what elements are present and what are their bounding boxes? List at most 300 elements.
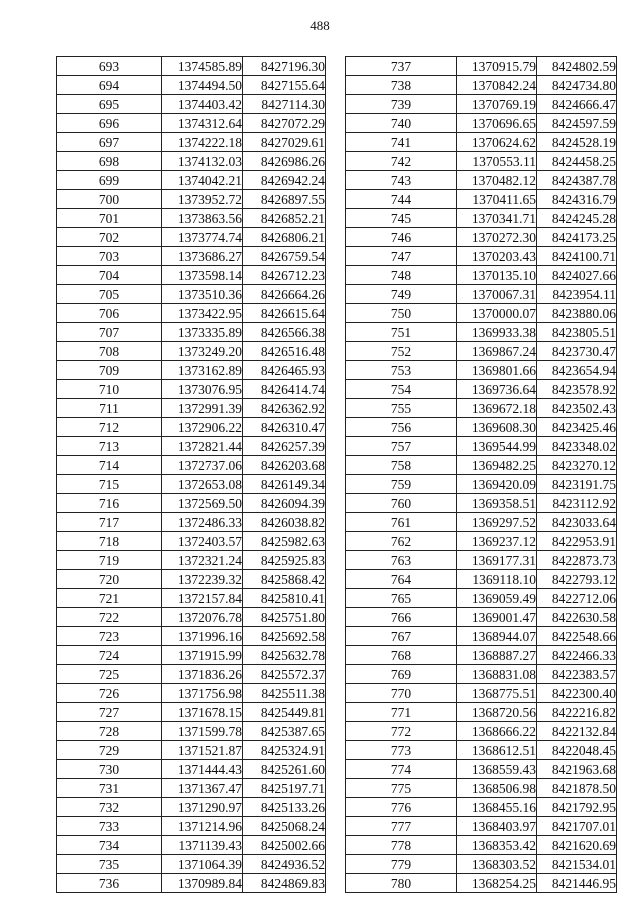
table-row	[346, 342, 617, 361]
point-number-cell: 763	[346, 551, 457, 570]
y-coordinate-cell: 8425324.91	[243, 741, 326, 760]
point-number-cell: 766	[346, 608, 457, 627]
y-coordinate-cell: 8426806.21	[243, 228, 326, 247]
point-number-cell: 729	[57, 741, 162, 760]
x-coordinate-cell: 1371915.99	[162, 646, 243, 665]
y-coordinate-cell: 8426712.23	[243, 266, 326, 285]
table-row	[57, 798, 326, 817]
x-coordinate-cell: 1371214.96	[162, 817, 243, 836]
x-coordinate-cell: 1369177.31	[457, 551, 537, 570]
table-row	[346, 532, 617, 551]
point-number-cell: 695	[57, 95, 162, 114]
table-row	[346, 798, 617, 817]
table-row	[346, 57, 617, 76]
point-number-cell: 740	[346, 114, 457, 133]
y-coordinate-cell: 8426362.92	[243, 399, 326, 418]
x-coordinate-cell: 1370624.62	[457, 133, 537, 152]
y-coordinate-cell: 8422712.06	[537, 589, 617, 608]
table-row	[346, 874, 617, 893]
y-coordinate-cell: 8425449.81	[243, 703, 326, 722]
x-coordinate-cell: 1373422.95	[162, 304, 243, 323]
x-coordinate-cell: 1369118.10	[457, 570, 537, 589]
y-coordinate-cell: 8424734.80	[537, 76, 617, 95]
y-coordinate-cell: 8422216.82	[537, 703, 617, 722]
table-row	[346, 437, 617, 456]
table-row	[57, 95, 326, 114]
point-number-cell: 712	[57, 418, 162, 437]
x-coordinate-cell: 1369608.30	[457, 418, 537, 437]
point-number-cell: 753	[346, 361, 457, 380]
point-number-cell: 706	[57, 304, 162, 323]
y-coordinate-cell: 8423191.75	[537, 475, 617, 494]
x-coordinate-cell: 1371996.16	[162, 627, 243, 646]
y-coordinate-cell: 8421620.69	[537, 836, 617, 855]
y-coordinate-cell: 8425261.60	[243, 760, 326, 779]
x-coordinate-cell: 1373686.27	[162, 247, 243, 266]
x-coordinate-cell: 1372821.44	[162, 437, 243, 456]
table-row	[57, 228, 326, 247]
point-number-cell: 756	[346, 418, 457, 437]
point-number-cell: 771	[346, 703, 457, 722]
y-coordinate-cell: 8426566.38	[243, 323, 326, 342]
y-coordinate-cell: 8422383.57	[537, 665, 617, 684]
y-coordinate-cell: 8426310.47	[243, 418, 326, 437]
x-coordinate-cell: 1371064.39	[162, 855, 243, 874]
x-coordinate-cell: 1373162.89	[162, 361, 243, 380]
point-number-cell: 697	[57, 133, 162, 152]
point-number-cell: 759	[346, 475, 457, 494]
y-coordinate-cell: 8424936.52	[243, 855, 326, 874]
x-coordinate-cell: 1372076.78	[162, 608, 243, 627]
x-coordinate-cell: 1373774.74	[162, 228, 243, 247]
x-coordinate-cell: 1372737.06	[162, 456, 243, 475]
y-coordinate-cell: 8423348.02	[537, 437, 617, 456]
y-coordinate-cell: 8425572.37	[243, 665, 326, 684]
table-row	[57, 437, 326, 456]
x-coordinate-cell: 1370915.79	[457, 57, 537, 76]
point-number-cell: 698	[57, 152, 162, 171]
y-coordinate-cell: 8422873.73	[537, 551, 617, 570]
y-coordinate-cell: 8425925.83	[243, 551, 326, 570]
point-number-cell: 724	[57, 646, 162, 665]
y-coordinate-cell: 8425133.26	[243, 798, 326, 817]
y-coordinate-cell: 8425002.66	[243, 836, 326, 855]
table-row	[57, 722, 326, 741]
point-number-cell: 757	[346, 437, 457, 456]
y-coordinate-cell: 8423578.92	[537, 380, 617, 399]
y-coordinate-cell: 8424458.25	[537, 152, 617, 171]
x-coordinate-cell: 1370769.19	[457, 95, 537, 114]
y-coordinate-cell: 8422466.33	[537, 646, 617, 665]
table-row	[346, 608, 617, 627]
x-coordinate-cell: 1369482.25	[457, 456, 537, 475]
table-row	[346, 855, 617, 874]
x-coordinate-cell: 1372991.39	[162, 399, 243, 418]
point-number-cell: 749	[346, 285, 457, 304]
point-number-cell: 718	[57, 532, 162, 551]
point-number-cell: 703	[57, 247, 162, 266]
table-row	[346, 76, 617, 95]
point-number-cell: 748	[346, 266, 457, 285]
point-number-cell: 713	[57, 437, 162, 456]
table-row	[346, 171, 617, 190]
point-number-cell: 705	[57, 285, 162, 304]
table-row	[57, 513, 326, 532]
y-coordinate-cell: 8426942.24	[243, 171, 326, 190]
table-row	[346, 228, 617, 247]
table-row	[346, 513, 617, 532]
point-number-cell: 710	[57, 380, 162, 399]
point-number-cell: 739	[346, 95, 457, 114]
point-number-cell: 775	[346, 779, 457, 798]
x-coordinate-cell: 1372653.08	[162, 475, 243, 494]
table-row	[346, 304, 617, 323]
y-coordinate-cell: 8425810.41	[243, 589, 326, 608]
point-number-cell: 746	[346, 228, 457, 247]
y-coordinate-cell: 8426203.68	[243, 456, 326, 475]
table-row	[346, 570, 617, 589]
point-number-cell: 709	[57, 361, 162, 380]
x-coordinate-cell: 1371444.43	[162, 760, 243, 779]
point-number-cell: 747	[346, 247, 457, 266]
y-coordinate-cell: 8426615.64	[243, 304, 326, 323]
y-coordinate-cell: 8426664.26	[243, 285, 326, 304]
table-row	[346, 399, 617, 418]
y-coordinate-cell: 8421446.95	[537, 874, 617, 893]
table-row	[57, 551, 326, 570]
table-row	[57, 532, 326, 551]
x-coordinate-cell: 1368254.25	[457, 874, 537, 893]
y-coordinate-cell: 8422548.66	[537, 627, 617, 646]
table-row	[346, 589, 617, 608]
x-coordinate-cell: 1373598.14	[162, 266, 243, 285]
point-number-cell: 720	[57, 570, 162, 589]
y-coordinate-cell: 8426094.39	[243, 494, 326, 513]
table-row	[57, 627, 326, 646]
y-coordinate-cell: 8425511.38	[243, 684, 326, 703]
table-row	[57, 171, 326, 190]
x-coordinate-cell: 1368559.43	[457, 760, 537, 779]
x-coordinate-cell: 1369801.66	[457, 361, 537, 380]
table-row	[57, 855, 326, 874]
x-coordinate-cell: 1370341.71	[457, 209, 537, 228]
y-coordinate-cell: 8424387.78	[537, 171, 617, 190]
table-row	[346, 95, 617, 114]
x-coordinate-cell: 1373335.89	[162, 323, 243, 342]
x-coordinate-cell: 1368775.51	[457, 684, 537, 703]
x-coordinate-cell: 1374585.89	[162, 57, 243, 76]
table-row	[57, 285, 326, 304]
table-row	[57, 418, 326, 437]
x-coordinate-cell: 1371599.78	[162, 722, 243, 741]
point-number-cell: 765	[346, 589, 457, 608]
point-number-cell: 767	[346, 627, 457, 646]
x-coordinate-cell: 1369867.24	[457, 342, 537, 361]
y-coordinate-cell: 8424528.19	[537, 133, 617, 152]
table-row	[57, 399, 326, 418]
x-coordinate-cell: 1369544.99	[457, 437, 537, 456]
y-coordinate-cell: 8421534.01	[537, 855, 617, 874]
point-number-cell: 694	[57, 76, 162, 95]
table-row	[57, 646, 326, 665]
y-coordinate-cell: 8424316.79	[537, 190, 617, 209]
x-coordinate-cell: 1368831.08	[457, 665, 537, 684]
table-row	[346, 684, 617, 703]
x-coordinate-cell: 1368303.52	[457, 855, 537, 874]
point-number-cell: 715	[57, 475, 162, 494]
x-coordinate-cell: 1370989.84	[162, 874, 243, 893]
point-number-cell: 738	[346, 76, 457, 95]
table-row	[57, 114, 326, 133]
x-coordinate-cell: 1369297.52	[457, 513, 537, 532]
x-coordinate-cell: 1374494.50	[162, 76, 243, 95]
y-coordinate-cell: 8422300.40	[537, 684, 617, 703]
table-row	[346, 722, 617, 741]
y-coordinate-cell: 8423954.11	[537, 285, 617, 304]
x-coordinate-cell: 1374312.64	[162, 114, 243, 133]
x-coordinate-cell: 1369358.51	[457, 494, 537, 513]
x-coordinate-cell: 1369672.18	[457, 399, 537, 418]
point-number-cell: 742	[346, 152, 457, 171]
x-coordinate-cell: 1369420.09	[457, 475, 537, 494]
point-number-cell: 730	[57, 760, 162, 779]
table-row	[346, 551, 617, 570]
y-coordinate-cell: 8427196.30	[243, 57, 326, 76]
point-number-cell: 750	[346, 304, 457, 323]
table-row	[57, 380, 326, 399]
point-number-cell: 780	[346, 874, 457, 893]
table-row	[57, 152, 326, 171]
x-coordinate-cell: 1368666.22	[457, 722, 537, 741]
point-number-cell: 714	[57, 456, 162, 475]
point-number-cell: 717	[57, 513, 162, 532]
y-coordinate-cell: 8425751.80	[243, 608, 326, 627]
table-row	[57, 684, 326, 703]
table-row	[346, 836, 617, 855]
point-number-cell: 719	[57, 551, 162, 570]
point-number-cell: 774	[346, 760, 457, 779]
x-coordinate-cell: 1370482.12	[457, 171, 537, 190]
y-coordinate-cell: 8425197.71	[243, 779, 326, 798]
table-row	[346, 779, 617, 798]
table-row	[346, 703, 617, 722]
y-coordinate-cell: 8426759.54	[243, 247, 326, 266]
y-coordinate-cell: 8421792.95	[537, 798, 617, 817]
x-coordinate-cell: 1372403.57	[162, 532, 243, 551]
x-coordinate-cell: 1368887.27	[457, 646, 537, 665]
table-row	[346, 209, 617, 228]
table-row	[57, 570, 326, 589]
table-row	[346, 323, 617, 342]
x-coordinate-cell: 1374403.42	[162, 95, 243, 114]
y-coordinate-cell: 8421878.50	[537, 779, 617, 798]
x-coordinate-cell: 1369059.49	[457, 589, 537, 608]
point-number-cell: 744	[346, 190, 457, 209]
point-number-cell: 772	[346, 722, 457, 741]
x-coordinate-cell: 1368403.97	[457, 817, 537, 836]
table-row	[346, 646, 617, 665]
point-number-cell: 693	[57, 57, 162, 76]
x-coordinate-cell: 1370000.07	[457, 304, 537, 323]
point-number-cell: 769	[346, 665, 457, 684]
x-coordinate-cell: 1372321.24	[162, 551, 243, 570]
x-coordinate-cell: 1368720.56	[457, 703, 537, 722]
x-coordinate-cell: 1374042.21	[162, 171, 243, 190]
x-coordinate-cell: 1371756.98	[162, 684, 243, 703]
y-coordinate-cell: 8427029.61	[243, 133, 326, 152]
table-row	[346, 114, 617, 133]
point-number-cell: 760	[346, 494, 457, 513]
y-coordinate-cell: 8423805.51	[537, 323, 617, 342]
table-row	[346, 266, 617, 285]
y-coordinate-cell: 8425632.78	[243, 646, 326, 665]
y-coordinate-cell: 8427114.30	[243, 95, 326, 114]
y-coordinate-cell: 8425068.24	[243, 817, 326, 836]
x-coordinate-cell: 1368353.42	[457, 836, 537, 855]
page-number: 488	[310, 18, 330, 33]
x-coordinate-cell: 1371290.97	[162, 798, 243, 817]
x-coordinate-cell: 1371139.43	[162, 836, 243, 855]
point-number-cell: 770	[346, 684, 457, 703]
point-number-cell: 755	[346, 399, 457, 418]
y-coordinate-cell: 8422048.45	[537, 741, 617, 760]
point-number-cell: 776	[346, 798, 457, 817]
y-coordinate-cell: 8425692.58	[243, 627, 326, 646]
x-coordinate-cell: 1370272.30	[457, 228, 537, 247]
table-row	[57, 247, 326, 266]
point-number-cell: 777	[346, 817, 457, 836]
x-coordinate-cell: 1372239.32	[162, 570, 243, 589]
table-row	[346, 627, 617, 646]
y-coordinate-cell: 8421707.01	[537, 817, 617, 836]
x-coordinate-cell: 1373510.36	[162, 285, 243, 304]
x-coordinate-cell: 1370842.24	[457, 76, 537, 95]
point-number-cell: 773	[346, 741, 457, 760]
x-coordinate-cell: 1370411.65	[457, 190, 537, 209]
x-coordinate-cell: 1368612.51	[457, 741, 537, 760]
y-coordinate-cell: 8424245.28	[537, 209, 617, 228]
y-coordinate-cell: 8422953.91	[537, 532, 617, 551]
x-coordinate-cell: 1370553.11	[457, 152, 537, 171]
coordinates-table-right	[345, 56, 617, 893]
point-number-cell: 733	[57, 817, 162, 836]
point-number-cell: 721	[57, 589, 162, 608]
point-number-cell: 778	[346, 836, 457, 855]
table-row	[57, 741, 326, 760]
x-coordinate-cell: 1372486.33	[162, 513, 243, 532]
table-row	[57, 304, 326, 323]
x-coordinate-cell: 1373249.20	[162, 342, 243, 361]
point-number-cell: 704	[57, 266, 162, 285]
y-coordinate-cell: 8426465.93	[243, 361, 326, 380]
point-number-cell: 764	[346, 570, 457, 589]
table-row	[346, 285, 617, 304]
y-coordinate-cell: 8424173.25	[537, 228, 617, 247]
x-coordinate-cell: 1369933.38	[457, 323, 537, 342]
point-number-cell: 726	[57, 684, 162, 703]
table-row	[57, 874, 326, 893]
table-row	[57, 817, 326, 836]
x-coordinate-cell: 1368455.16	[457, 798, 537, 817]
point-number-cell: 768	[346, 646, 457, 665]
y-coordinate-cell: 8426414.74	[243, 380, 326, 399]
x-coordinate-cell: 1371836.26	[162, 665, 243, 684]
point-number-cell: 741	[346, 133, 457, 152]
point-number-cell: 711	[57, 399, 162, 418]
y-coordinate-cell: 8424869.83	[243, 874, 326, 893]
x-coordinate-cell: 1369736.64	[457, 380, 537, 399]
table-row	[57, 209, 326, 228]
table-row	[57, 266, 326, 285]
table-row	[346, 741, 617, 760]
x-coordinate-cell: 1370696.65	[457, 114, 537, 133]
point-number-cell: 735	[57, 855, 162, 874]
point-number-cell: 723	[57, 627, 162, 646]
table-row	[346, 760, 617, 779]
y-coordinate-cell: 8426986.26	[243, 152, 326, 171]
x-coordinate-cell: 1373952.72	[162, 190, 243, 209]
y-coordinate-cell: 8423425.46	[537, 418, 617, 437]
x-coordinate-cell: 1370203.43	[457, 247, 537, 266]
x-coordinate-cell: 1371678.15	[162, 703, 243, 722]
table-row	[346, 380, 617, 399]
y-coordinate-cell: 8425982.63	[243, 532, 326, 551]
point-number-cell: 696	[57, 114, 162, 133]
point-number-cell: 754	[346, 380, 457, 399]
y-coordinate-cell: 8427155.64	[243, 76, 326, 95]
y-coordinate-cell: 8422630.58	[537, 608, 617, 627]
point-number-cell: 762	[346, 532, 457, 551]
table-row	[57, 57, 326, 76]
y-coordinate-cell: 8426149.34	[243, 475, 326, 494]
x-coordinate-cell: 1368944.07	[457, 627, 537, 646]
table-row	[57, 76, 326, 95]
point-number-cell: 727	[57, 703, 162, 722]
point-number-cell: 707	[57, 323, 162, 342]
point-number-cell: 743	[346, 171, 457, 190]
y-coordinate-cell: 8422132.84	[537, 722, 617, 741]
table-row	[57, 342, 326, 361]
table-row	[346, 494, 617, 513]
y-coordinate-cell: 8423502.43	[537, 399, 617, 418]
y-coordinate-cell: 8423112.92	[537, 494, 617, 513]
y-coordinate-cell: 8426516.48	[243, 342, 326, 361]
point-number-cell: 779	[346, 855, 457, 874]
x-coordinate-cell: 1370067.31	[457, 285, 537, 304]
table-row	[57, 760, 326, 779]
point-number-cell: 761	[346, 513, 457, 532]
y-coordinate-cell: 8425868.42	[243, 570, 326, 589]
y-coordinate-cell: 8426257.39	[243, 437, 326, 456]
point-number-cell: 751	[346, 323, 457, 342]
x-coordinate-cell: 1368506.98	[457, 779, 537, 798]
point-number-cell: 737	[346, 57, 457, 76]
table-row	[346, 133, 617, 152]
y-coordinate-cell: 8426897.55	[243, 190, 326, 209]
point-number-cell: 732	[57, 798, 162, 817]
table-row	[346, 418, 617, 437]
table-row	[57, 665, 326, 684]
point-number-cell: 736	[57, 874, 162, 893]
table-row	[57, 779, 326, 798]
x-coordinate-cell: 1371367.47	[162, 779, 243, 798]
point-number-cell: 702	[57, 228, 162, 247]
x-coordinate-cell: 1370135.10	[457, 266, 537, 285]
x-coordinate-cell: 1374222.18	[162, 133, 243, 152]
y-coordinate-cell: 8423880.06	[537, 304, 617, 323]
x-coordinate-cell: 1371521.87	[162, 741, 243, 760]
x-coordinate-cell: 1372569.50	[162, 494, 243, 513]
